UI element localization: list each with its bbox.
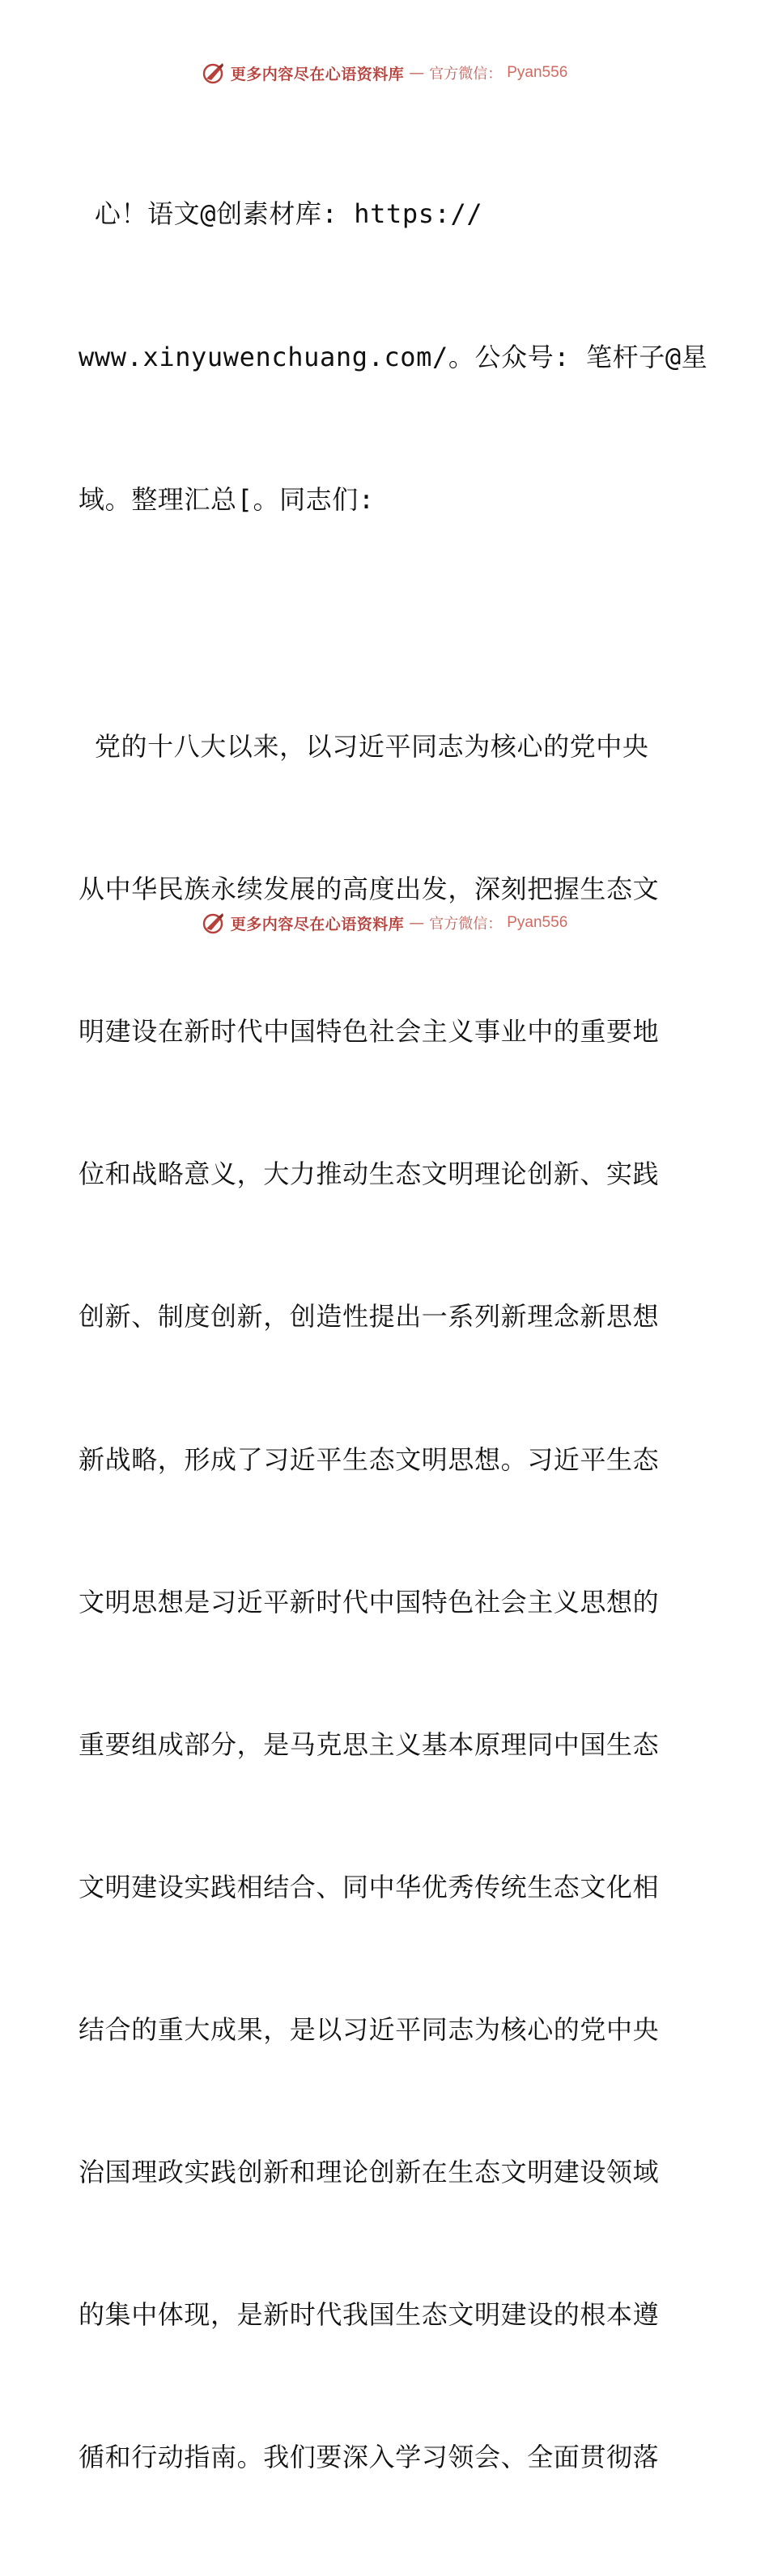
banner-wechat-id: Pyan556 [507, 914, 568, 931]
text-line: 位和战略意义，大力推动生态文明理论创新、实践 [79, 1158, 660, 1190]
text-line: 治国理政实践创新和理论创新在生态文明建设领域 [79, 2157, 660, 2188]
banner-wechat-id: Pyan556 [507, 64, 568, 81]
text-line: 明建设在新时代中国特色社会主义事业中的重要地 [79, 1016, 660, 1048]
text-line: 重要组成部分，是马克思主义基本原理同中国生态 [79, 1728, 660, 1760]
banner-wechat-label: 官方微信： [429, 916, 503, 933]
text-line: 心！语文@创素材库: https:// [79, 198, 483, 230]
banner-separator: — [409, 64, 425, 82]
paragraph-intro [79, 96, 708, 618]
brand-logo-icon [202, 911, 226, 935]
text-line: 循和行动指南。我们要深入学习领会、全面贯彻落 [79, 2442, 660, 2473]
banner-wechat-label: 官方微信： [429, 66, 503, 83]
banner-text: 更多内容尽在心语资料库 [230, 65, 405, 83]
text-line: 的集中体现，是新时代我国生态文明建设的根本遵 [79, 2299, 660, 2331]
banner-separator: — [409, 914, 425, 932]
footer-banner [0, 907, 769, 939]
text-line: 文明思想是习近平新时代中国特色社会主义思想的 [79, 1586, 660, 1617]
text-line: 党的十八大以来，以习近平同志为核心的党中央 [79, 731, 649, 763]
text-line: 创新、制度创新，创造性提出一系列新理念新思想 [79, 1301, 660, 1333]
text-line: 域。整理汇总[。同志们: [79, 483, 375, 515]
document-body [79, 96, 708, 2576]
text-line: 文明建设实践相结合、同中华优秀传统生态文化相 [79, 1871, 660, 1902]
text-line: 新战略，形成了习近平生态文明思想。习近平生态 [79, 1443, 660, 1475]
header-banner [0, 57, 769, 89]
text-line: www.xinyuwenchuang.com/。公众号: 笔杆子@星 [79, 341, 708, 372]
text-line: 从中华民族永续发展的高度出发，深刻把握生态文 [79, 874, 660, 905]
brand-logo-icon [202, 61, 226, 85]
text-line: 结合的重大成果，是以习近平同志为核心的党中央 [79, 2013, 660, 2045]
banner-text: 更多内容尽在心语资料库 [230, 915, 405, 933]
